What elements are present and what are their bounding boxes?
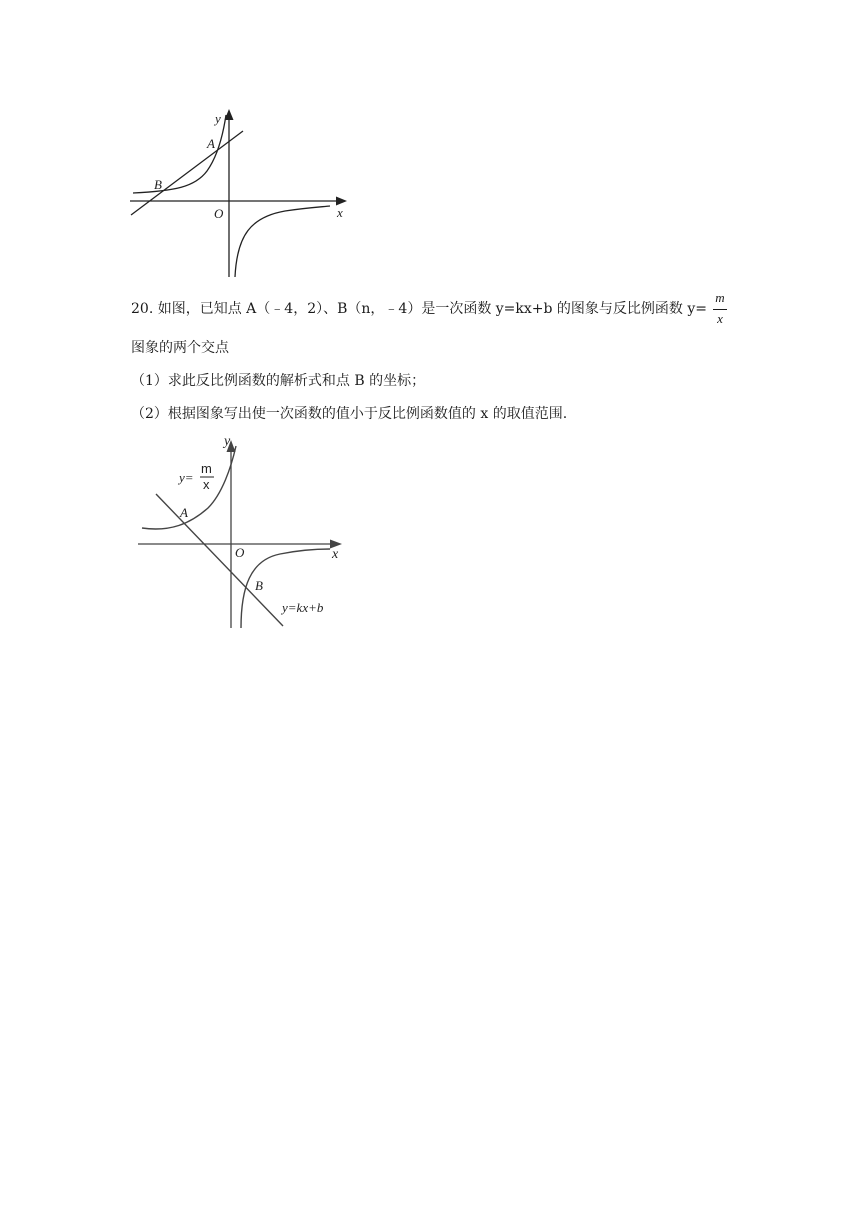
figure-2 [130,428,360,628]
curve-equation-denominator: x [203,477,210,492]
point-b-label: B [154,177,162,192]
point-b-label: B [255,578,263,593]
problem-stem-continued: 图象的两个交点 [131,340,229,356]
y-axis-label: y [224,434,231,449]
x-axis-label: x [337,205,343,220]
curve-branch-upper-left [142,446,236,529]
y-axis-label: y [215,111,221,126]
problem-stem: . 如图，已知点 A（﹣4，2）、B（n，﹣4）是一次函数 y=kx+b 的图象与反比例函数 y= [148,301,708,317]
origin-label: O [235,545,245,560]
curve-equation-lhs: y= [179,470,194,485]
curve-branch-right [235,206,330,277]
figure-1 [125,105,355,283]
point-a-label: A [207,136,215,151]
fraction-bar [713,309,727,310]
question-1: （1）求此反比例函数的解析式和点 B 的坐标； [131,373,426,389]
fraction-numerator: m [715,290,725,305]
fraction-denominator: x [717,311,723,326]
curve-equation-numerator: m [201,461,212,476]
question-2: （2）根据图象写出使一次函数的值小于反比例函数值的 x 的取值范围. [131,406,568,422]
point-a-label: A [180,505,188,520]
problem-stem-line [131,299,707,319]
straight-line [131,131,243,215]
problem-number: 20 [131,301,149,317]
line-equation-label: y=kx+b [282,600,324,615]
x-axis-label: x [332,547,339,562]
origin-label: O [214,206,224,221]
